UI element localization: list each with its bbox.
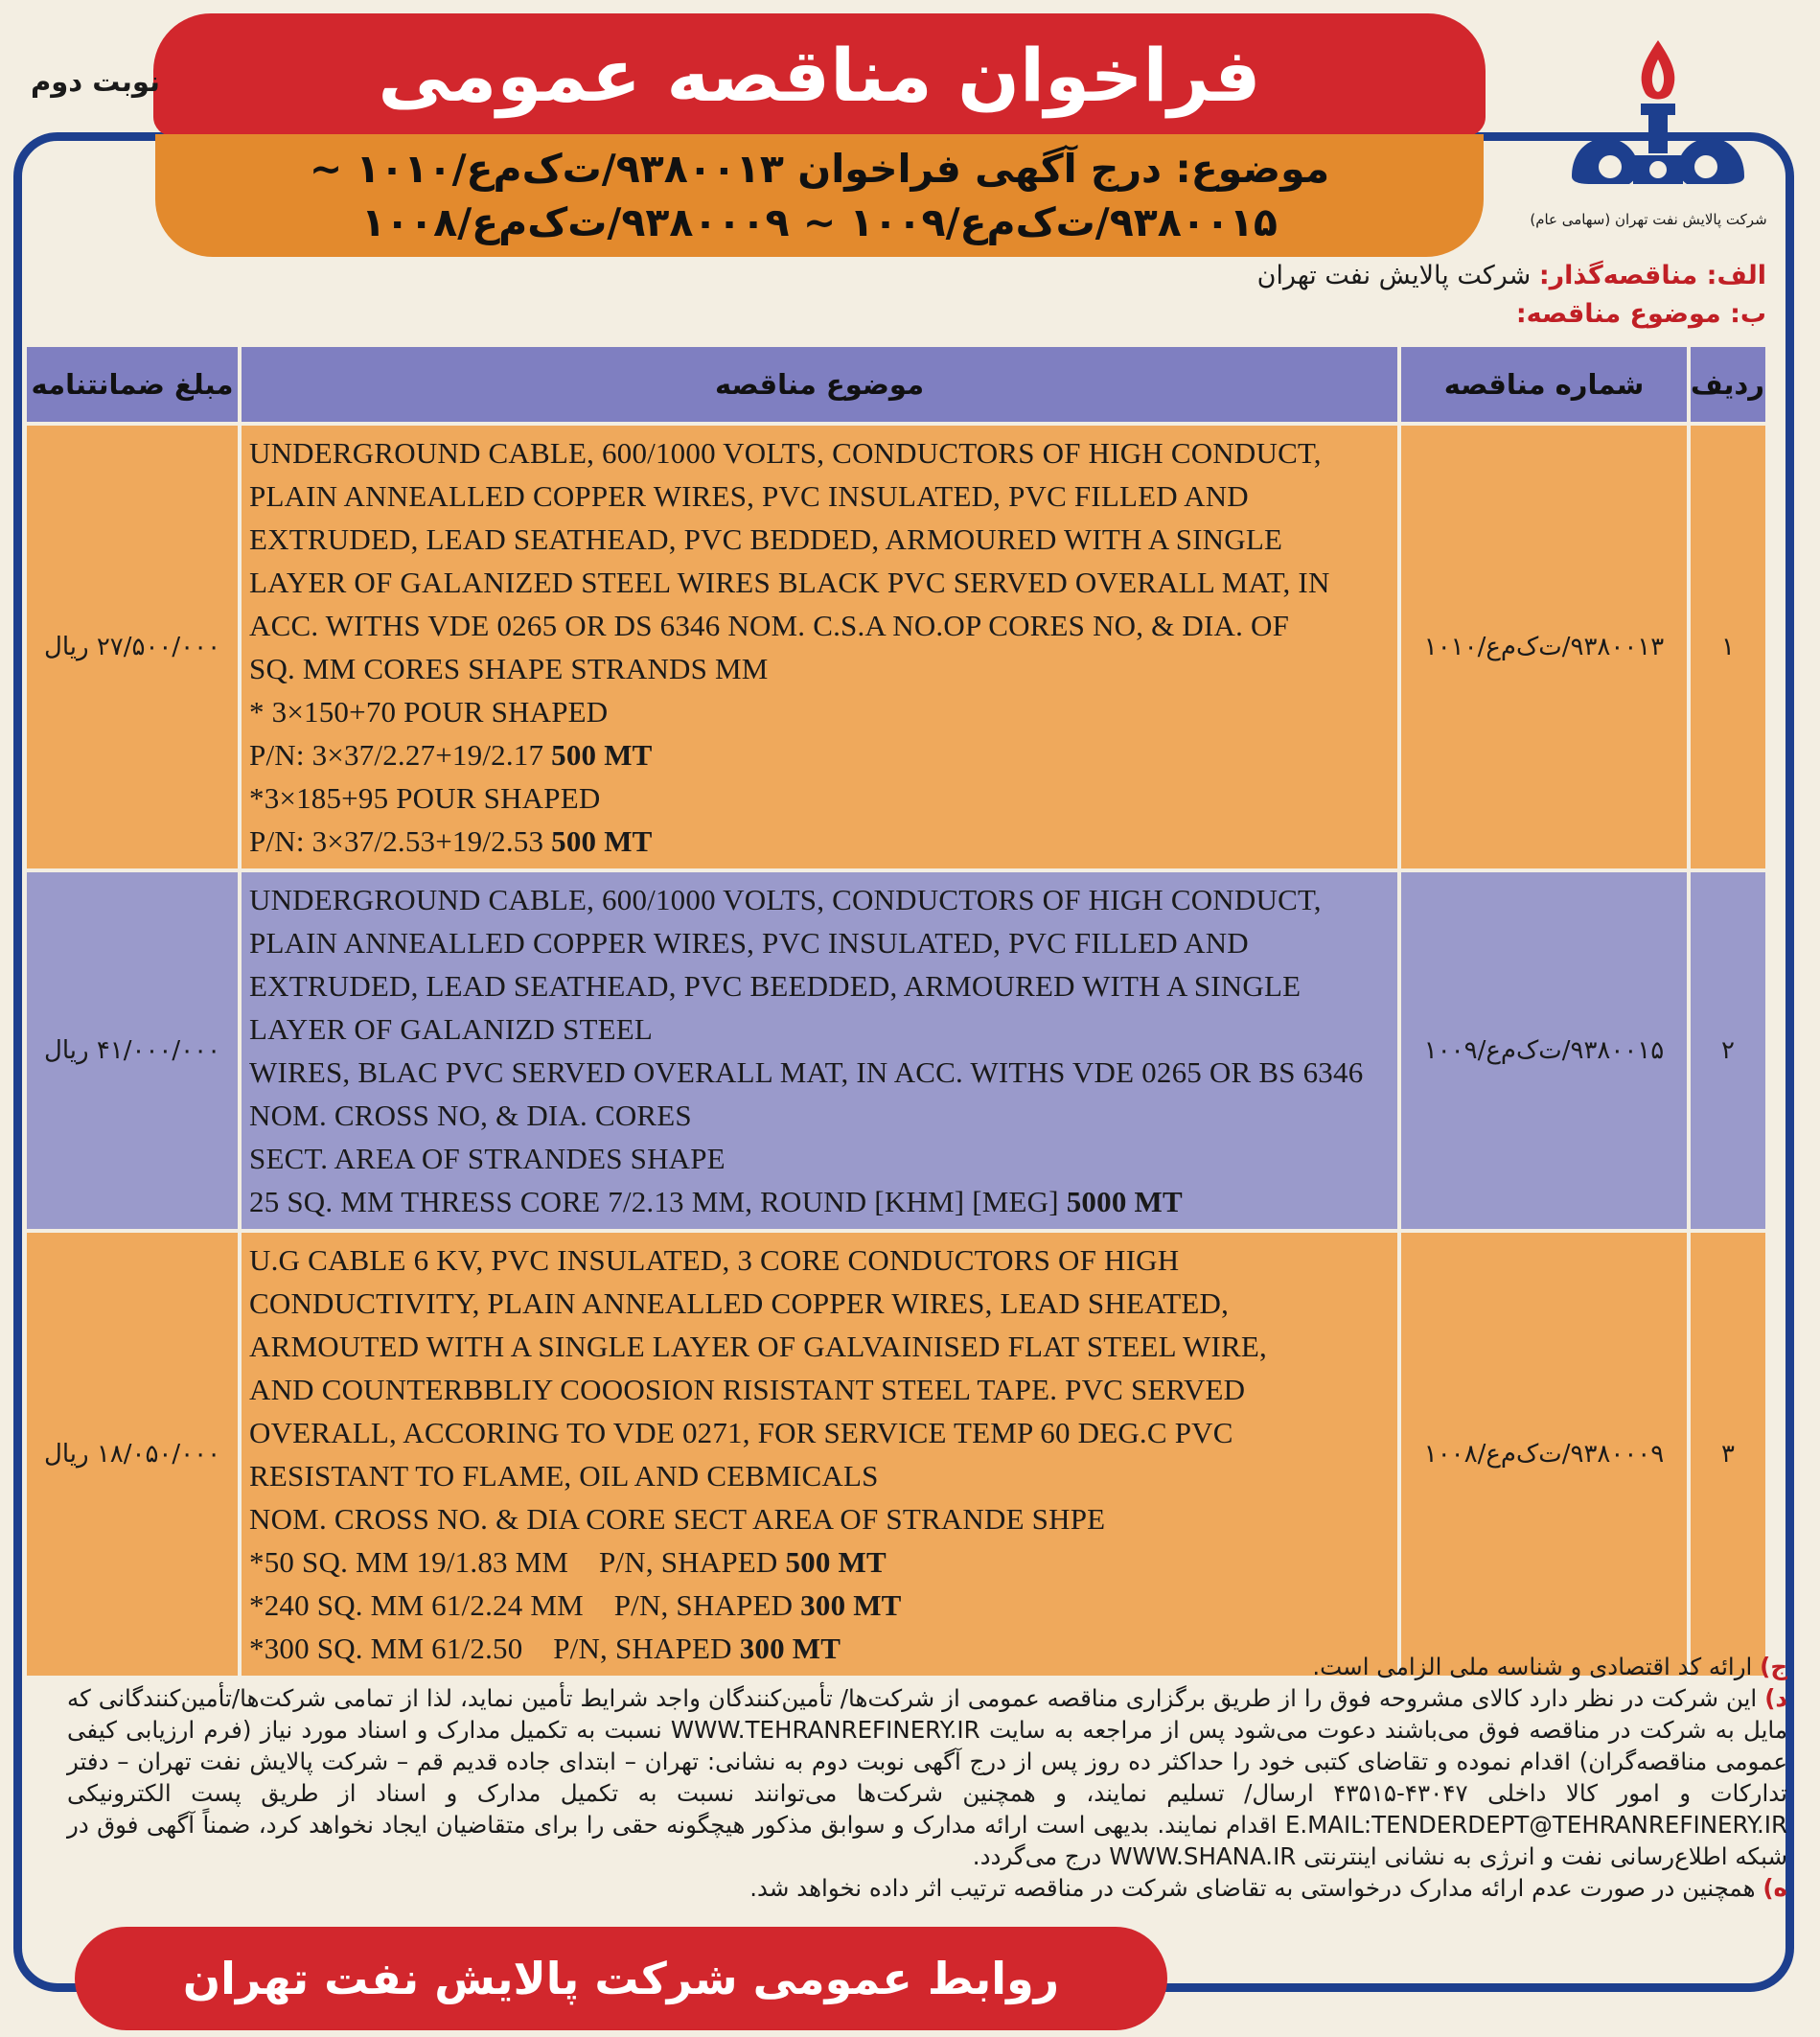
table-row xyxy=(25,424,1767,870)
table-row xyxy=(25,1231,1767,1678)
subject-line-1: موضوع: درج آگهی فراخوان ۹۳۸۰۰۱۳/ت‌ک‌م‌ع/۱۰۱۰ ~ xyxy=(309,146,1330,192)
guarantee-amount: ۱۸/۰۵۰/۰۰۰ ریال xyxy=(25,1231,240,1678)
header-guarantee: مبلغ ضمانتنامه xyxy=(25,345,240,424)
description-line: SQ. MM CORES SHAPE STRANDS MM xyxy=(249,652,769,685)
description-line: PLAIN ANNEALLED COPPER WIRES, PVC INSULATED, PVC FILLED AND xyxy=(249,479,1249,513)
quantity: 5000 MT xyxy=(1066,1185,1183,1218)
page-title: فراخوان مناقصه عمومی xyxy=(378,32,1261,118)
tenderer-value: شرکت پالایش نفت تهران xyxy=(1256,261,1532,290)
description-line: EXTRUDED, LEAD SEATHEAD, PVC BEDDED, ARMOURED WITH A SINGLE xyxy=(249,522,1283,556)
description-line: OVERALL, ACCORING TO VDE 0271, FOR SERVICE TEMP 60 DEG.C PVC xyxy=(249,1416,1233,1449)
tender-description xyxy=(240,424,1399,870)
description-line: AND COUNTERBBLIY COOOSION RISISTANT STEEL TAPE. PVC SERVED xyxy=(249,1373,1246,1406)
quantity: 500 MT xyxy=(551,824,653,858)
title-banner xyxy=(153,13,1486,136)
description-line: *240 SQ. MM 61/2.24 MM P/N, SHAPED 300 MT xyxy=(249,1588,902,1622)
description-line: UNDERGROUND CABLE, 600/1000 VOLTS, CONDUCTORS OF HIGH CONDUCT, xyxy=(249,883,1322,916)
description-line: LAYER OF GALANIZED STEEL WIRES BLACK PVC SERVED OVERALL MAT, IN xyxy=(249,566,1330,599)
quantity: 500 MT xyxy=(551,738,653,772)
description-line: RESISTANT TO FLAME, OIL AND CEBMICALS xyxy=(249,1459,879,1493)
table-row xyxy=(25,870,1767,1231)
description-line: ARMOUTED WITH A SINGLE LAYER OF GALVAINISED FLAT STEEL WIRE, xyxy=(249,1330,1268,1363)
tender-description xyxy=(240,870,1399,1231)
header-row: ردیف xyxy=(1689,345,1767,424)
guarantee-amount: ۴۱/۰۰۰/۰۰۰ ریال xyxy=(25,870,240,1231)
note-e: ه) همچنین در صورت عدم ارائه مدارک درخواستی به تقاضای شرکت در مناقصه ترتیب اثر داده نخواهد شد. xyxy=(749,1874,1787,1902)
description-line: ACC. WITHS VDE 0265 OR DS 6346 NOM. C.S.A NO.OP CORES NO, & DIA. OF xyxy=(249,609,1290,642)
quantity: 300 MT xyxy=(800,1588,902,1622)
description-line: *3×185+95 POUR SHAPED xyxy=(249,781,601,815)
tender-table xyxy=(23,343,1769,1679)
subject-label: ب: موضوع مناقصه: xyxy=(1515,299,1766,329)
table-header-row xyxy=(25,345,1767,424)
description-line: EXTRUDED, LEAD SEATHEAD, PVC BEEDDED, ARMOURED WITH A SINGLE xyxy=(249,969,1302,1003)
description-line: * 3×150+70 POUR SHAPED xyxy=(249,695,609,729)
description-line: *50 SQ. MM 19/1.83 MM P/N, SHAPED 500 MT xyxy=(249,1545,887,1579)
refinery-logo-icon xyxy=(1553,33,1763,215)
description-line: WIRES, BLAC PVC SERVED OVERALL MAT, IN ACC. WITHS VDE 0265 OR BS 6346 xyxy=(249,1055,1364,1089)
row-index: ۳ xyxy=(1689,1231,1767,1678)
note-d: د) این شرکت در نظر دارد کالای مشروحه فوق را از طریق برگزاری مناقصه عمومی از شرکت‌ها/ تأمین‌کنندگان واجد شرایط تأمین نماید، لذا از تمامی شرکت‌ها/تأمین‌کنندگانی که مایل به شرکت در مناقصه فوق می‌باشند دعوت می‌شود پس از مراجعه به سایت WWW.TEHRANREFINERY.IR نسبت به تکمیل مدارک و اسناد مورد نیاز (فرم ارزیابی کیفی عمومی مناقصه‌گران) اقدام نموده و تقاضای کتبی خود را حداکثر ده روز پس از درج آگهی نوبت دوم به نشانی: تهران – ابتدای جاده قدیم قم – شرکت پالایش نفت تهران – دفتر تدارکات و امور کالا داخلی ۴۳۰۴۷-۴۳۵۱۵ ارسال/ تسلیم نمایند، و همچنین شرکت‌ها می‌توانند نسبت به تکمیل مدارک و اسناد از طریق پست الکترونیکی E.MAIL:TENDERDEPT@TEHRANREFINERY.IR اقدام نمایند. بدیهی است ارائه مدارک و سوابق مذکور هیچگونه حقی را برای متقاضیان ایجاد نخواهد کرد، ضمناً آگهی فوق در شبکه اطلاع‌رسانی نفت و انرژی به نشانی اینترنتی WWW.SHANA.IR درج می‌گردد. xyxy=(67,1684,1788,1870)
row-index: ۲ xyxy=(1689,870,1767,1231)
subject-banner xyxy=(155,134,1484,257)
tenderer-line xyxy=(1257,261,1766,290)
subject-line-2: ۹۳۸۰۰۱۵/ت‌ک‌م‌ع/۱۰۰۹ ~ ۹۳۸۰۰۰۹/ت‌ک‌م‌ع/۱۰۰۸ xyxy=(361,199,1278,245)
description-line: U.G CABLE 6 KV, PVC INSULATED, 3 CORE CONDUCTORS OF HIGH xyxy=(249,1243,1180,1277)
subject-heading xyxy=(1516,299,1766,329)
description-line: P/N: 3×37/2.53+19/2.53 500 MT xyxy=(249,824,653,858)
description-line: NOM. CROSS NO, & DIA. CORES xyxy=(249,1099,692,1132)
description-line: P/N: 3×37/2.27+19/2.17 500 MT xyxy=(249,738,653,772)
description-line: CONDUCTIVITY, PLAIN ANNEALLED COPPER WIRES, LEAD SHEATED, xyxy=(249,1286,1230,1320)
footer-banner xyxy=(75,1927,1167,2030)
description-line: NOM. CROSS NO. & DIA CORE SECT AREA OF STRANDE SHPE xyxy=(249,1502,1106,1536)
quantity: 500 MT xyxy=(785,1545,887,1579)
description-line: SECT. AREA OF STRANDES SHAPE xyxy=(249,1142,726,1175)
header-subject: موضوع مناقصه xyxy=(240,345,1399,424)
row-index: ۱ xyxy=(1689,424,1767,870)
tender-number: ۹۳۸۰۰۱۳/ت‌ک‌م‌ع/۱۰۱۰ xyxy=(1399,424,1689,870)
description-line: LAYER OF GALANIZD STEEL xyxy=(249,1012,654,1046)
publication-round: نوبت دوم xyxy=(31,65,160,98)
guarantee-amount: ۲۷/۵۰۰/۰۰۰ ریال xyxy=(25,424,240,870)
logo-caption: شرکت پالایش نفت تهران (سهامی عام) xyxy=(1530,211,1767,228)
header-number: شماره مناقصه xyxy=(1399,345,1689,424)
description-line: *300 SQ. MM 61/2.50 P/N, SHAPED 300 MT xyxy=(249,1632,841,1665)
note-c: ج) ارائه کد اقتصادی و شناسه ملی الزامی است. xyxy=(1312,1653,1787,1680)
tender-number: ۹۳۸۰۰۱۵/ت‌ک‌م‌ع/۱۰۰۹ xyxy=(1399,870,1689,1231)
tender-number: ۹۳۸۰۰۰۹/ت‌ک‌م‌ع/۱۰۰۸ xyxy=(1399,1231,1689,1678)
tenderer-label: الف: مناقصه‌گذار: xyxy=(1538,261,1766,290)
footer-text: روابط عمومی شرکت پالایش نفت تهران xyxy=(182,1953,1060,2004)
tender-description xyxy=(240,1231,1399,1678)
description-line: UNDERGROUND CABLE, 600/1000 VOLTS, CONDUCTORS OF HIGH CONDUCT, xyxy=(249,436,1322,470)
quantity: 300 MT xyxy=(739,1632,841,1665)
description-line: PLAIN ANNEALLED COPPER WIRES, PVC INSULATED, PVC FILLED AND xyxy=(249,926,1249,960)
notes-section xyxy=(67,1651,1787,1904)
description-line: 25 SQ. MM THRESS CORE 7/2.13 MM, ROUND [KHM] [MEG] 5000 MT xyxy=(249,1185,1183,1218)
